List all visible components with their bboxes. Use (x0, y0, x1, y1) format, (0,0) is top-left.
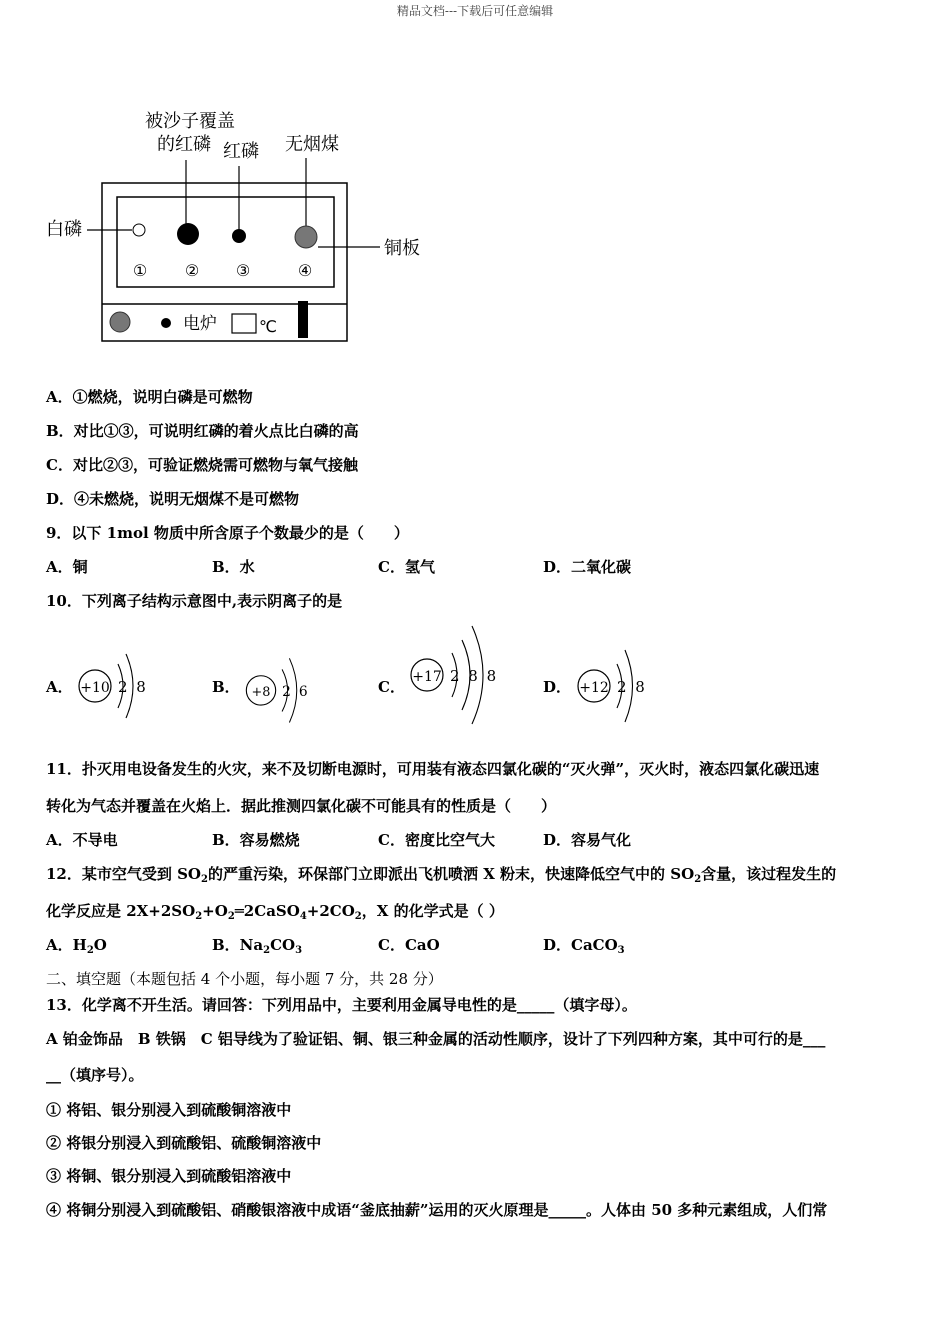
anthracite-sample (295, 226, 317, 248)
section-2-heading: 二、填空题（本题包括 4 个小题，每小题 7 分，共 28 分） (46, 970, 443, 988)
q9-option-b: B．水 (212, 558, 255, 576)
q8-option-c: C．对比②③，可验证燃烧需可燃物与氧气接触 (46, 456, 358, 474)
q10-stem: 10．下列离子结构示意图中,表示阴离子的是 (46, 592, 343, 610)
q13-stem: 13．化学离不开生活。请回答：下列用品中，主要利用金属导电性的是_____（填字母）。 (46, 996, 637, 1014)
ion-diagram-c (404, 618, 504, 728)
q13-option-1: ① 将铝、银分别浸入到硫酸铜溶液中 (46, 1101, 292, 1119)
svg-text:2 6: 2 6 (282, 683, 310, 700)
q13-option-3: ③ 将铜、银分别浸入到硫酸铝溶液中 (46, 1167, 292, 1185)
q11-option-d: D．容易气化 (543, 831, 632, 849)
ion-diagram-b (238, 618, 328, 728)
covered-red-phosphorus-sample (177, 223, 199, 245)
q13-option-4: ④ 将铜分别浸入到硫酸铝、硝酸银溶液中成语“釜底抽薪”运用的灭火原理是_____。人体由 50 多种元素组成，人们常 (46, 1201, 828, 1219)
label-covered-red-phosphorus-2: 的红磷 (157, 134, 211, 155)
number-2: ② (184, 261, 200, 280)
q12-line-2: 化学反应是 $2X+2SO_2+O_2═2CaSO_4+2CO_2$，X 的化学式是（ ） (46, 902, 504, 922)
q11-line-2: 转化为气态并覆盖在火焰上．据此推测四氯化碳不可能具有的性质是（ ） (46, 797, 557, 815)
svg-text:+17: +17 (412, 669, 442, 685)
stove-indicator-light (161, 318, 171, 328)
stove-switch (298, 301, 308, 338)
q9-option-a: A．铜 (46, 558, 88, 576)
stove-knob (110, 312, 130, 332)
combustion-diagram (40, 100, 460, 350)
svg-text:2 8: 2 8 (118, 678, 148, 696)
q8-option-d: D．④未燃烧，说明无烟煤不是可燃物 (46, 490, 300, 508)
q13-line-2: A 铂金饰品 B 铁锅 C 铝导线为了验证铝、铜、银三种金属的活动性顺序，设计了下列四种方案，其中可行的是___ (46, 1030, 826, 1048)
q11-option-a: A．不导电 (46, 831, 118, 849)
ion-diagram-a (72, 618, 162, 728)
q10-label-b: B． (212, 678, 240, 696)
q9-stem: 9．以下 1mol 物质中所含原子个数最少的是（ ） (46, 524, 409, 542)
white-phosphorus-sample (133, 224, 145, 236)
number-1: ① (132, 261, 148, 280)
page-header: 精品文档---下载后可任意编辑 (396, 4, 554, 18)
label-red-phosphorus: 红磷 (223, 141, 259, 162)
q12-line-1: 12．某市空气受到 $SO_2$的严重污染，环保部门立即派出飞机喷洒 X 粉末，快速降低空气中的 $SO_2$含量，该过程发生的 (46, 865, 837, 885)
label-covered-red-phosphorus-1: 被沙子覆盖 (145, 111, 235, 132)
q9-option-c: C．氢气 (378, 558, 435, 576)
temperature-display (232, 314, 256, 333)
q11-option-b: B．容易燃烧 (212, 831, 300, 849)
q10-label-c: C． (378, 678, 405, 696)
red-phosphorus-sample (232, 229, 246, 243)
svg-text:+10: +10 (80, 680, 110, 696)
label-anthracite: 无烟煤 (285, 134, 339, 155)
q11-option-c: C．密度比空气大 (378, 831, 495, 849)
q13-option-2: ② 将银分别浸入到硫酸铝、硫酸铜溶液中 (46, 1134, 322, 1152)
q11-line-1: 11．扑灭用电设备发生的火灾，来不及切断电源时，可用装有液态四氯化碳的“灭火弹”，灭火时，液态四氯化碳迅速 (46, 760, 820, 778)
ion-diagram-d (572, 618, 662, 728)
label-white-phosphorus: 白磷 (46, 219, 82, 240)
q10-label-d: D． (543, 678, 572, 696)
label-copper-plate: 铜板 (384, 238, 420, 259)
svg-text:+8: +8 (251, 684, 271, 700)
q12-option-a: A．$H_2O$ (46, 936, 107, 956)
q12-option-d: D．CaCO$_3$ (543, 936, 625, 956)
svg-text:2 8 8: 2 8 8 (450, 667, 499, 685)
number-4: ④ (297, 261, 313, 280)
q9-option-d: D．二氧化碳 (543, 558, 632, 576)
q8-option-b: B．对比①③，可说明红磷的着火点比白磷的高 (46, 422, 359, 440)
q12-option-b: B．$Na_2CO_3$ (212, 936, 303, 956)
stove-label: 电炉 (183, 314, 217, 334)
q12-option-c: C．CaO (378, 936, 440, 954)
celsius-label: ℃ (259, 317, 277, 336)
svg-text:+12: +12 (579, 680, 609, 696)
svg-text:2 8: 2 8 (617, 678, 647, 696)
q8-option-a: A．①燃烧，说明白磷是可燃物 (46, 388, 253, 406)
number-3: ③ (235, 261, 251, 280)
q13-line-3: __（填序号）。 (46, 1066, 144, 1084)
q10-label-a: A． (46, 678, 73, 696)
